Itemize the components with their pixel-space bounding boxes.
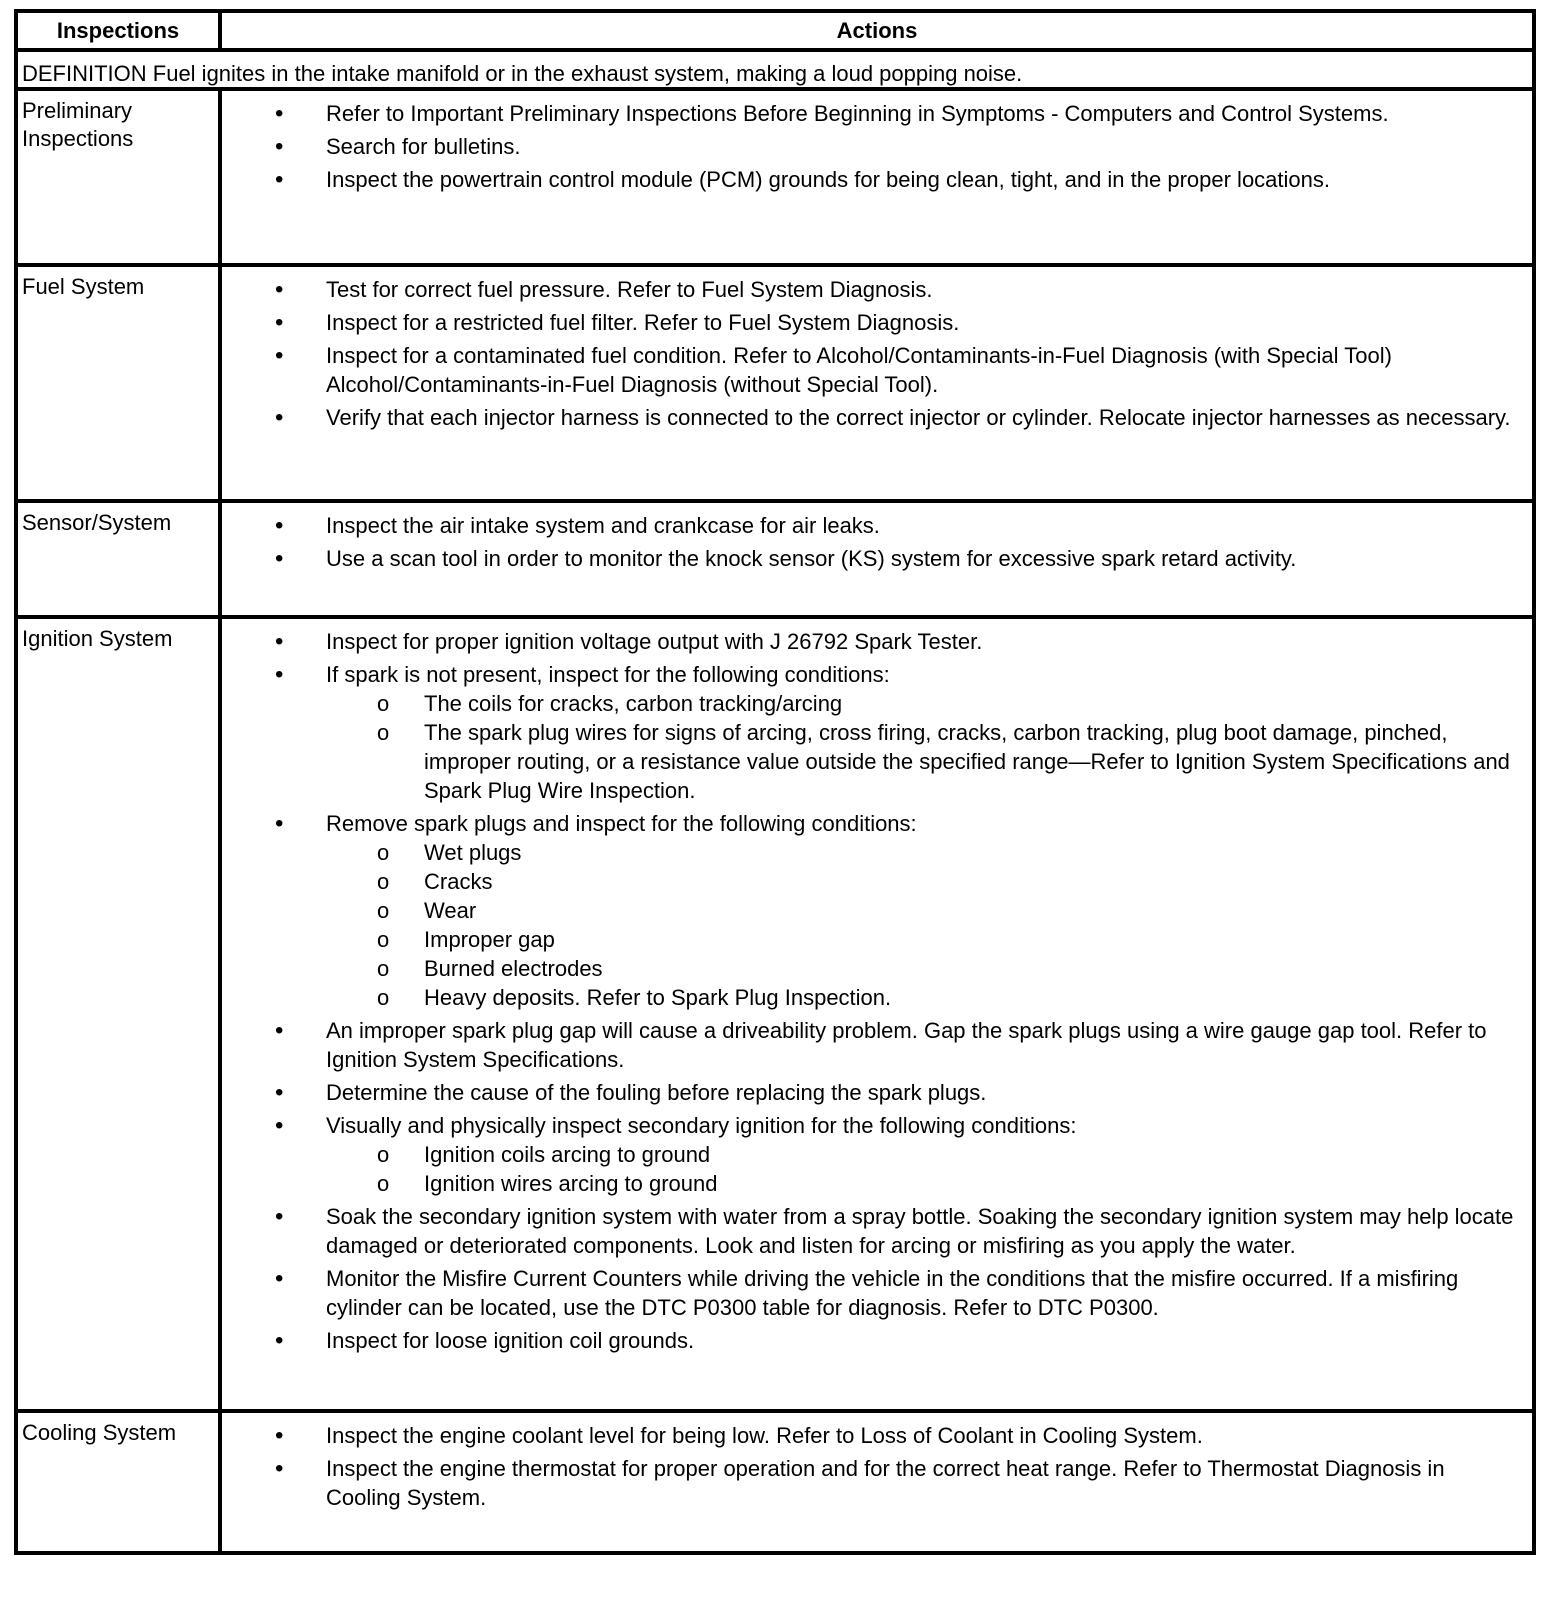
action-text: Use a scan tool in order to monitor the knock sensor (KS) system for excessive spark retard activity.	[326, 546, 1297, 571]
action-text: Soak the secondary ignition system with water from a spray bottle. Soaking the secondary ignition system may help locate damaged or deteriorated components. Look and listen for arcing or misfiring as you apply the water.	[326, 1204, 1514, 1258]
action-text: Inspect the engine thermostat for proper operation and for the correct heat range. Refer to Thermostat Diagnosis in Cooling System.	[326, 1456, 1445, 1510]
action-text: Verify that each injector harness is connected to the correct injector or cylinder. Relocate injector harnesses as necessary.	[326, 405, 1511, 430]
action-text: Inspect for a restricted fuel filter. Refer to Fuel System Diagnosis.	[326, 310, 960, 335]
table-row	[14, 499, 1536, 619]
action-item	[222, 511, 1522, 540]
action-item	[222, 1111, 1522, 1198]
action-list	[222, 275, 1522, 432]
action-text: An improper spark plug gap will cause a driveability problem. Gap the spark plugs using a wire gauge gap tool. Refer to Ignition System Specifications.	[326, 1018, 1487, 1072]
action-item	[222, 341, 1522, 399]
action-item	[222, 544, 1522, 573]
condition-item: o Improper gap	[326, 925, 1522, 954]
action-item	[222, 165, 1522, 194]
action-item	[222, 1454, 1522, 1512]
action-item	[222, 132, 1522, 161]
condition-item: o Cracks	[326, 867, 1522, 896]
actions-cell	[222, 267, 1532, 499]
inspection-label: Preliminary Inspections	[18, 91, 222, 263]
header-actions: Actions	[836, 18, 918, 43]
action-text: Monitor the Misfire Current Counters while driving the vehicle in the conditions that the misfire occurred. If a misfiring cylinder can be located, use the DTC P0300 table for diagnosis. Refer to DTC P0300.	[326, 1266, 1459, 1320]
inspection-label: Cooling System	[18, 1413, 222, 1551]
action-item	[222, 1016, 1522, 1074]
action-list	[222, 627, 1522, 1355]
condition-item: o Ignition coils arcing to ground	[326, 1140, 1522, 1169]
condition-item: o Wet plugs	[326, 838, 1522, 867]
action-text: Inspect the powertrain control module (PCM) grounds for being clean, tight, and in the proper locations.	[326, 167, 1330, 192]
action-item	[222, 809, 1522, 1012]
condition-item: o Heavy deposits. Refer to Spark Plug Inspection.	[326, 983, 1522, 1012]
action-item	[222, 308, 1522, 337]
definition-text: DEFINITION Fuel ignites in the intake manifold or in the exhaust system, making a loud popping noise.	[22, 61, 1023, 86]
actions-cell	[222, 619, 1532, 1409]
action-item	[222, 1421, 1522, 1450]
action-text: If spark is not present, inspect for the following conditions:	[326, 662, 890, 687]
table-row	[14, 615, 1536, 1413]
condition-item: o The coils for cracks, carbon tracking/arcing	[326, 689, 1522, 718]
table-row	[14, 87, 1536, 267]
action-list	[222, 511, 1522, 573]
action-item	[222, 660, 1522, 805]
header-row	[14, 9, 1536, 52]
action-text: Inspect for loose ignition coil grounds.	[326, 1328, 695, 1353]
condition-list	[326, 689, 1522, 805]
condition-item: o Ignition wires arcing to ground	[326, 1169, 1522, 1198]
action-text: Visually and physically inspect secondary ignition for the following conditions:	[326, 1113, 1077, 1138]
action-item	[222, 275, 1522, 304]
action-item	[222, 627, 1522, 656]
inspection-label: Ignition System	[18, 619, 222, 1409]
condition-item: o Wear	[326, 896, 1522, 925]
action-text: Inspect for a contaminated fuel condition. Refer to Alcohol/Contaminants-in-Fuel Diagnosis (with Special Tool) Alcohol/Contaminants-in-Fuel Diagnosis (without Special Tool).	[326, 343, 1392, 397]
actions-cell	[222, 1413, 1532, 1551]
action-text: Refer to Important Preliminary Inspections Before Beginning in Symptoms - Computers and Control Systems.	[326, 101, 1389, 126]
condition-item: o The spark plug wires for signs of arcing, cross firing, cracks, carbon tracking, plug boot damage, pinched, improper routing, or a resistance value outside the specified range—Refer to Ignition System Specifications and Spark Plug Wire Inspection.	[326, 718, 1522, 805]
action-text: Inspect the engine coolant level for being low. Refer to Loss of Coolant in Cooling System.	[326, 1423, 1203, 1448]
condition-item: o Burned electrodes	[326, 954, 1522, 983]
action-text: Inspect the air intake system and crankcase for air leaks.	[326, 513, 880, 538]
table-row	[14, 1409, 1536, 1555]
action-item	[222, 403, 1522, 432]
inspection-label: Sensor/System	[18, 503, 222, 615]
action-item	[222, 1264, 1522, 1322]
condition-list	[326, 838, 1522, 1012]
action-list	[222, 99, 1522, 194]
action-item	[222, 1078, 1522, 1107]
action-list	[222, 1421, 1522, 1512]
actions-cell	[222, 503, 1532, 615]
action-text: Test for correct fuel pressure. Refer to Fuel System Diagnosis.	[326, 277, 933, 302]
actions-cell	[222, 91, 1532, 263]
action-text: Determine the cause of the fouling before replacing the spark plugs.	[326, 1080, 987, 1105]
condition-list	[326, 1140, 1522, 1198]
action-item	[222, 1202, 1522, 1260]
table-row	[14, 263, 1536, 503]
action-item	[222, 1326, 1522, 1355]
action-text: Inspect for proper ignition voltage output with J 26792 Spark Tester.	[326, 629, 983, 654]
action-text: Remove spark plugs and inspect for the following conditions:	[326, 811, 917, 836]
action-text: Search for bulletins.	[326, 134, 521, 159]
header-inspections: Inspections	[18, 13, 222, 48]
inspection-label: Fuel System	[18, 267, 222, 499]
action-item	[222, 99, 1522, 128]
definition-row	[14, 48, 1536, 91]
